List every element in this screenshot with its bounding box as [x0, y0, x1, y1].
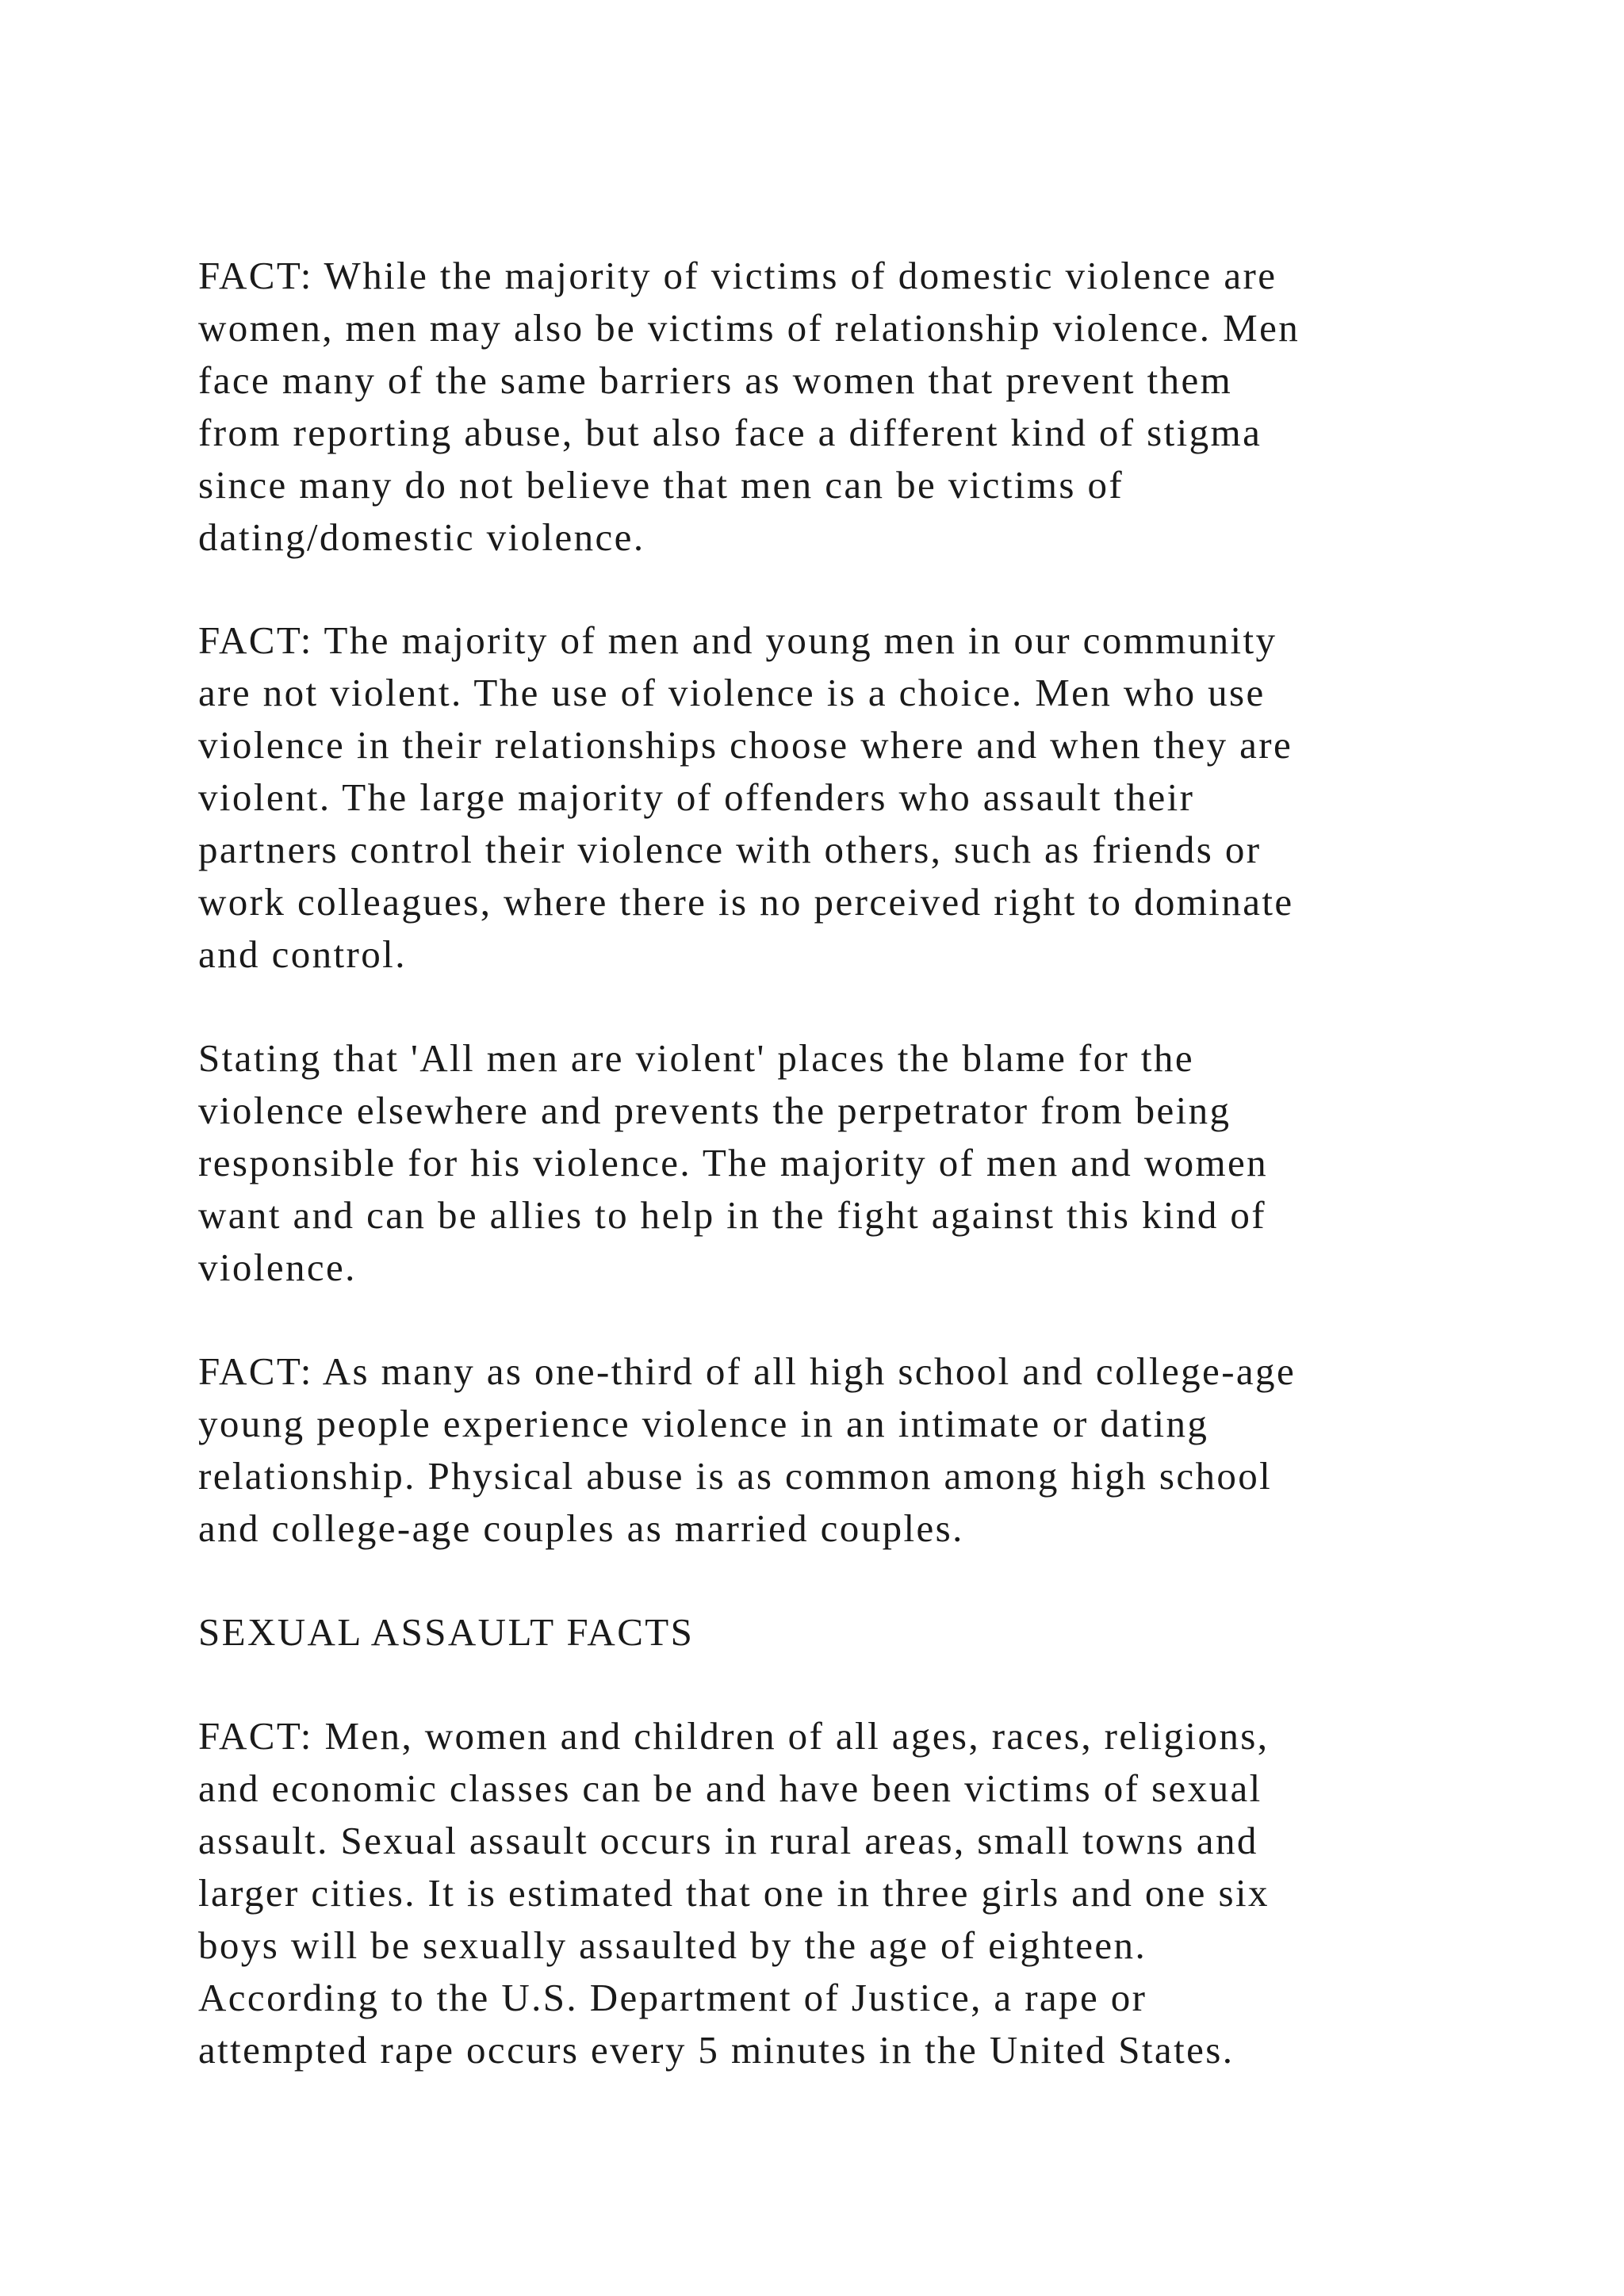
paragraph-dating-violence-youth: FACT: As many as one-third of all high school and college-age young people experience violence in an intimate or dating relationship. Physical abuse is as common among high school and college-age couples as married couples. — [198, 1349, 1297, 1550]
paragraph-men-not-violent: FACT: The majority of men and young men in our community are not violent. The use of violence is a choice. Men who use violence in their relationships choose where and when they are violent. The large majority of offenders who assault their partners control their violence with others, such as friends or work colleagues, where there is no perceived right to dominate and control. — [198, 618, 1294, 976]
paragraph-sexual-assault-victims: FACT: Men, women and children of all ages, races, religions, and economic classes can be and have been victims of sexual assault. Sexual assault occurs in rural areas, small towns and larger cities. It is estimated that one in three girls and one six boys will be sexually assaulted by the age of eighteen. According to the U.S. Department of Justice, a rape or attempted rape occurs every 5 minutes in the United States. — [198, 1714, 1270, 2072]
section-heading-sexual-assault-facts: SEXUAL ASSAULT FACTS — [198, 1610, 695, 1654]
paragraph-domestic-violence-men-victims: FACT: While the majority of victims of domestic violence are women, men may also be victims of relationship violence. Men face many of the same barriers as women that prevent them from reporting abuse, but also face a different kind of stigma since many do not believe that men can be victims of dating/domestic violence. — [198, 254, 1300, 559]
paragraph-all-men-violent-myth: Stating that 'All men are violent' places the blame for the violence elsewhere and prevents the perpetrator from being responsible for his violence. The majority of men and women want and can be allies to help in the fight against this kind of violence. — [198, 1036, 1269, 1289]
